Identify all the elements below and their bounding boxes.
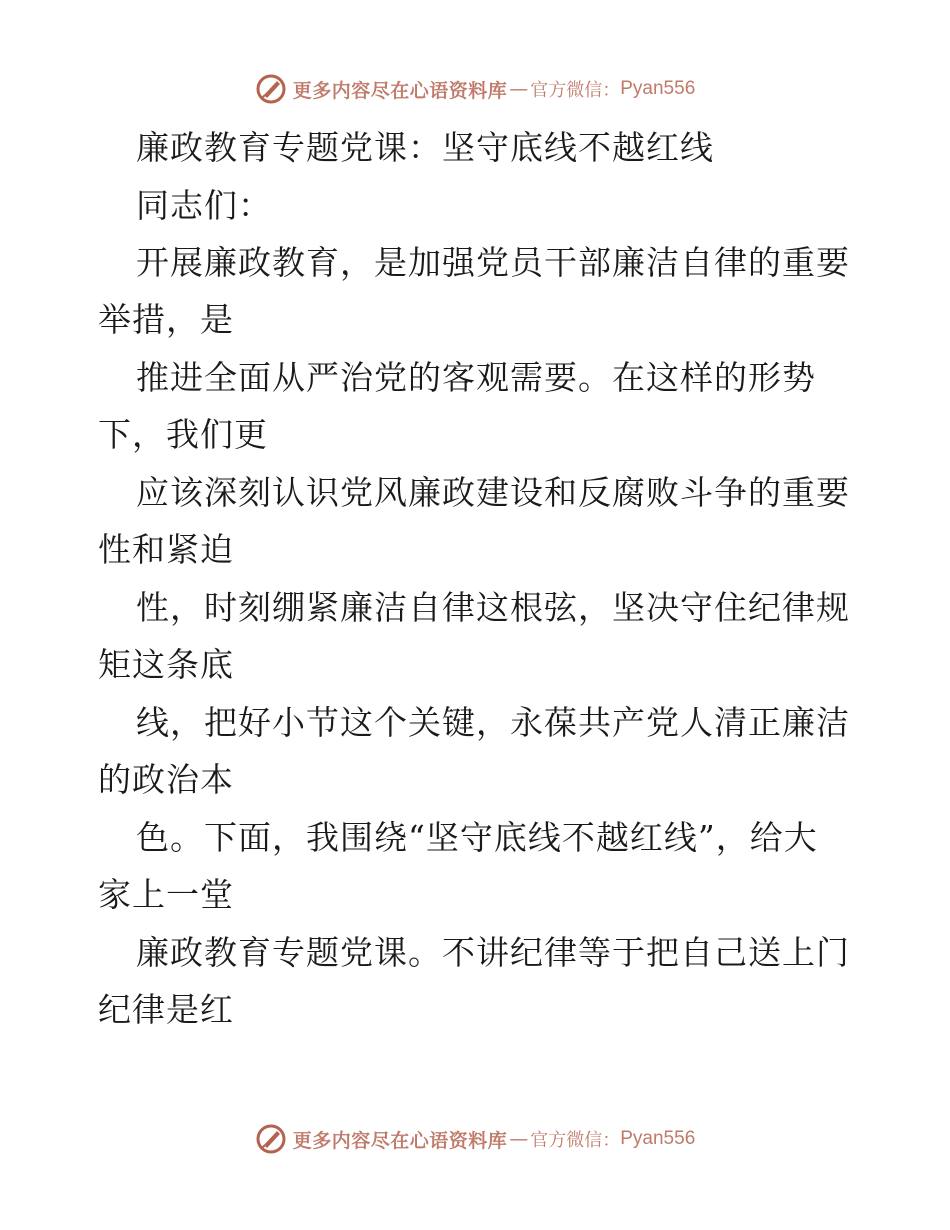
banner-wechat-id: Pyan556 bbox=[620, 1128, 696, 1149]
text-line: 廉政教育专题党课。不讲纪律等于把自己送上门 bbox=[136, 933, 850, 972]
text-line: 纪律是红 bbox=[98, 990, 234, 1029]
document-title: 廉政教育专题党课：坚守底线不越红线 bbox=[136, 128, 714, 167]
text-line: 的政治本 bbox=[98, 760, 234, 799]
banner-brand: 更多内容尽在心语资料库 bbox=[292, 1129, 508, 1152]
text-line: 性和紧迫 bbox=[98, 530, 234, 569]
text-line: 应该深刻认识党风廉政建设和反腐败斗争的重要 bbox=[136, 473, 850, 512]
banner-dash: — bbox=[509, 1128, 529, 1150]
footer-banner bbox=[0, 1122, 950, 1156]
banner-brand: 更多内容尽在心语资料库 bbox=[292, 79, 508, 102]
text-line: 矩这条底 bbox=[98, 645, 234, 684]
banner-wechat-id: Pyan556 bbox=[620, 78, 696, 99]
banner-wechat-label: 官方微信： bbox=[530, 1130, 621, 1151]
text-line: 家上一堂 bbox=[98, 875, 234, 914]
banner-dash: — bbox=[509, 78, 529, 100]
text-line: 举措，是 bbox=[98, 300, 234, 339]
text-line: 色。下面，我围绕“坚守底线不越红线”，给大 bbox=[136, 818, 818, 857]
logo-icon bbox=[255, 73, 287, 105]
banner-wechat-label: 官方微信： bbox=[530, 80, 621, 101]
text-line: 下，我们更 bbox=[98, 415, 268, 454]
text-line: 性，时刻绷紧廉洁自律这根弦，坚决守住纪律规 bbox=[136, 588, 850, 627]
text-line: 推进全面从严治党的客观需要。在这样的形势 bbox=[136, 358, 816, 397]
text-line: 线，把好小节这个关键，永葆共产党人清正廉洁 bbox=[136, 703, 850, 742]
logo-icon bbox=[255, 1123, 287, 1155]
salutation: 同志们： bbox=[136, 186, 272, 225]
header-banner bbox=[0, 72, 950, 106]
text-line: 开展廉政教育，是加强党员干部廉洁自律的重要 bbox=[136, 243, 850, 282]
